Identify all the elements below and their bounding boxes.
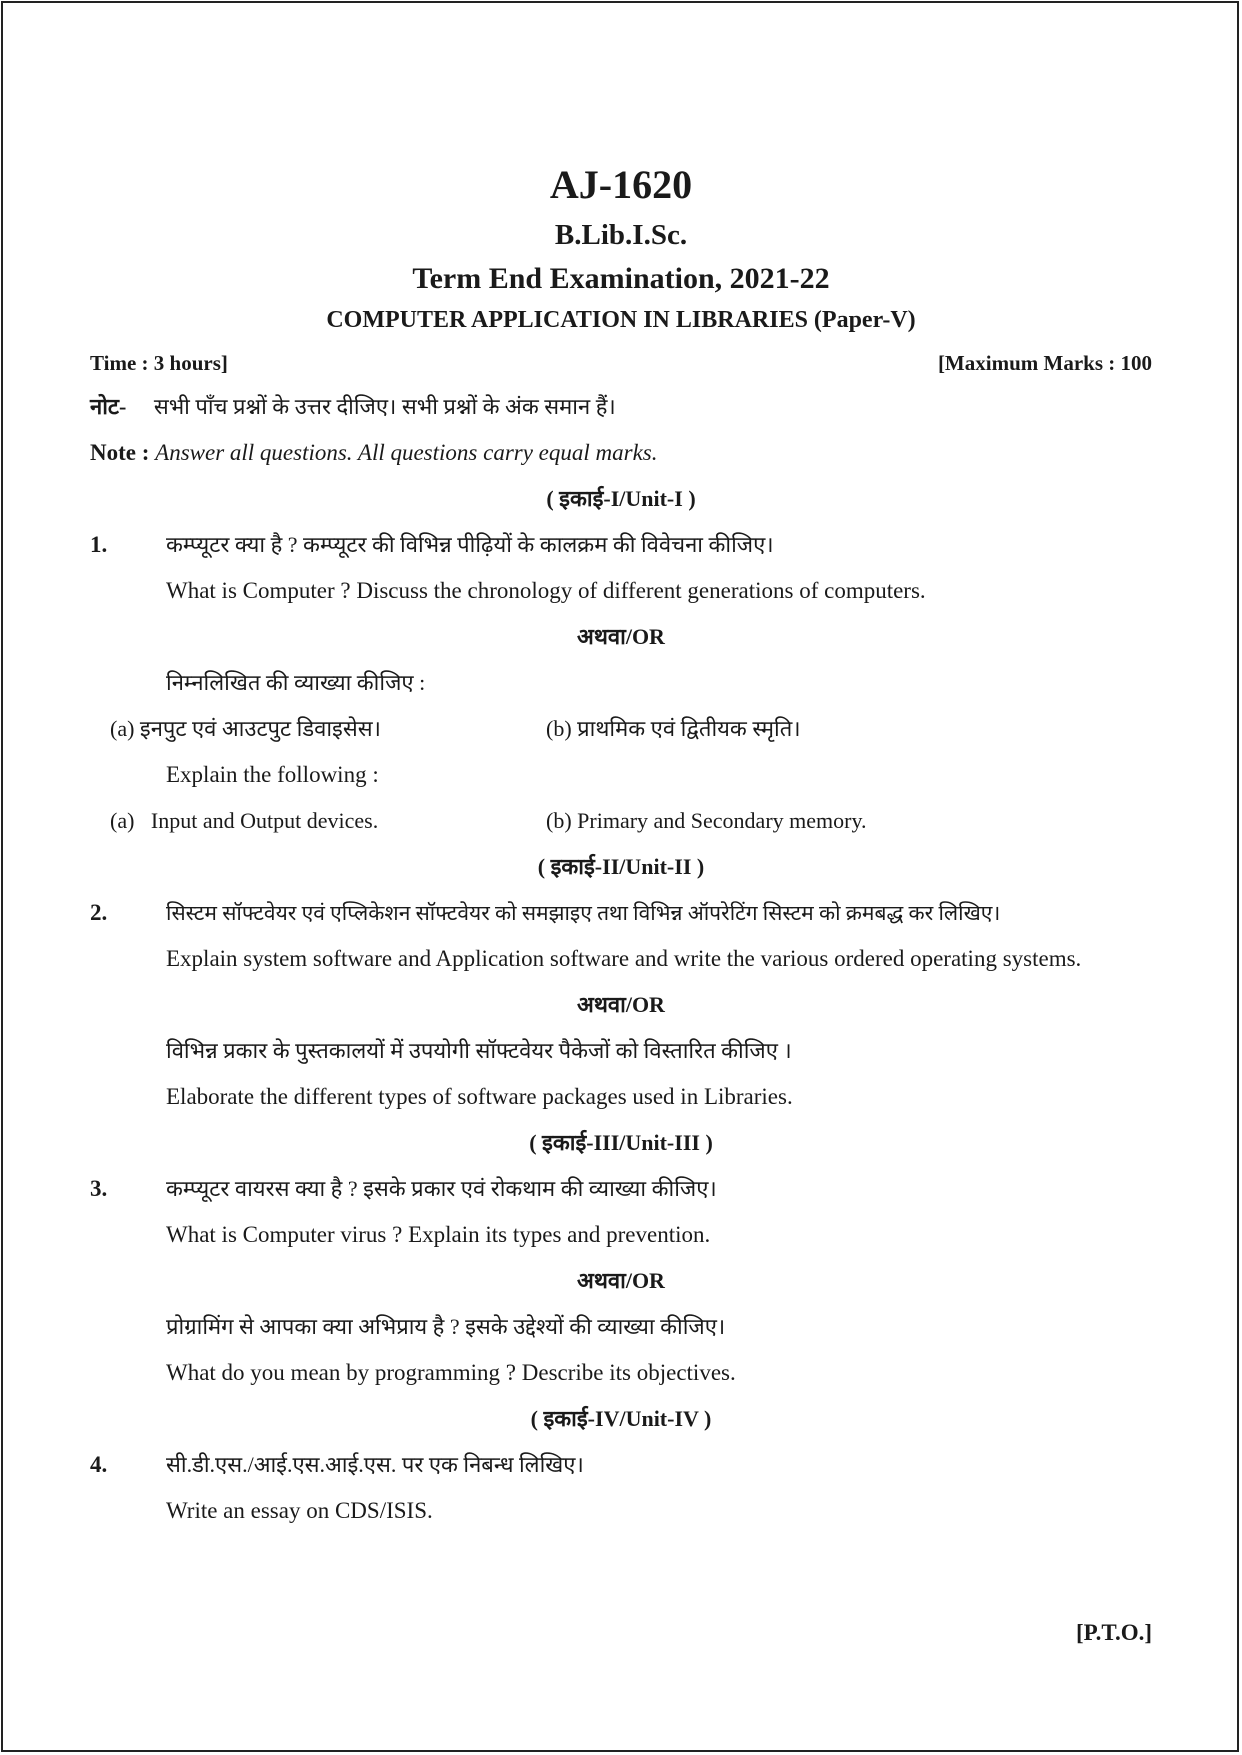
question-1 xyxy=(90,522,1152,614)
option-a-hindi: (a) इनपुट एवं आउटपुट डिवाइसेस। xyxy=(110,716,381,741)
or-divider: अथवा/OR xyxy=(577,992,665,1017)
or-divider: अथवा/OR xyxy=(577,624,665,649)
alt-options-english xyxy=(90,798,1152,844)
note-english-label: Note : xyxy=(90,440,150,465)
question-number: 4. xyxy=(90,1452,108,1477)
alt-options-hindi xyxy=(90,706,1152,752)
exam-paper xyxy=(90,160,1152,1534)
note-hindi-label: नोट- xyxy=(90,394,127,419)
option-a-english: (a) Input and Output devices. xyxy=(110,808,379,833)
unit-4-heading: ( इकाई-IV/Unit-IV ) xyxy=(530,1406,712,1431)
subject-title: COMPUTER APPLICATION IN LIBRARIES (Paper-V) xyxy=(326,307,916,333)
question-english: Explain system software and Application software and write the various ordered operating systems. xyxy=(166,946,1082,971)
question-hindi: कम्प्यूटर क्या है ? कम्प्यूटर की विभिन्न पीढ़ियों के कालक्रम की विवेचना कीजिए। xyxy=(166,532,774,557)
option-b-hindi: (b) प्राथमिक एवं द्वितीयक स्मृति। xyxy=(546,716,801,741)
question-3 xyxy=(90,1166,1152,1258)
question-hindi: सिस्टम सॉफ्टवेयर एवं एप्लिकेशन सॉफ्टवेयर को समझाइए तथा विभिन्न ऑपरेटिंग सिस्टम को क्रमबद्ध कर लिखिए। xyxy=(166,901,1001,925)
question-2 xyxy=(90,890,1152,982)
question-number: 1. xyxy=(90,532,108,557)
note-hindi xyxy=(90,384,1152,430)
alt-question-english: Elaborate the different types of software packages used in Libraries. xyxy=(166,1084,793,1109)
unit-1-heading: ( इकाई-I/Unit-I ) xyxy=(546,486,696,511)
unit-3-heading: ( इकाई-III/Unit-III ) xyxy=(529,1130,713,1155)
time-allowed: Time : 3 hours] xyxy=(90,351,228,375)
option-b-english: (b) Primary and Secondary memory. xyxy=(546,808,867,833)
question-english: Write an essay on CDS/ISIS. xyxy=(166,1498,433,1523)
question-hindi: कम्प्यूटर वायरस क्या है ? इसके प्रकार एवं रोकथाम की व्याख्या कीजिए। xyxy=(166,1176,717,1201)
meta-row xyxy=(90,342,1152,384)
pto-label: [P.T.O.] xyxy=(1075,1620,1152,1645)
note-english xyxy=(90,430,1152,476)
question-english: What is Computer ? Discuss the chronology of different generations of computers. xyxy=(166,578,926,603)
alt-question-hindi: विभिन्न प्रकार के पुस्तकालयों में उपयोगी सॉफ्टवेयर पैकेजों को विस्तारित कीजिए । xyxy=(166,1038,792,1063)
alt-question-hindi: प्रोग्रामिंग से आपका क्या अभिप्राय है ? इसके उद्देश्यों की व्याख्या कीजिए। xyxy=(166,1314,726,1339)
unit-2-heading: ( इकाई-II/Unit-II ) xyxy=(537,854,705,879)
note-hindi-text: सभी पाँच प्रश्नों के उत्तर दीजिए। सभी प्रश्नों के अंक समान हैं। xyxy=(153,394,616,419)
exam-title: Term End Examination, 2021-22 xyxy=(412,262,830,295)
question-number: 3. xyxy=(90,1176,108,1201)
paper-code: AJ-1620 xyxy=(549,162,693,207)
max-marks: [Maximum Marks : 100 xyxy=(937,351,1152,375)
question-hindi: सी.डी.एस./आई.एस.आई.एस. पर एक निबन्ध लिखिए। xyxy=(166,1452,584,1477)
question-english: What is Computer virus ? Explain its types and prevention. xyxy=(166,1222,711,1247)
degree-title: B.Lib.I.Sc. xyxy=(554,219,688,251)
question-4 xyxy=(90,1442,1152,1534)
alt-question-english: What do you mean by programming ? Describe its objectives. xyxy=(166,1360,736,1385)
alt-question-hindi: निम्नलिखित की व्याख्या कीजिए : xyxy=(166,670,426,695)
question-number: 2. xyxy=(90,900,108,925)
or-divider: अथवा/OR xyxy=(577,1268,665,1293)
note-english-text: Answer all questions. All questions carry equal marks. xyxy=(155,440,658,465)
alt-question-english: Explain the following : xyxy=(166,762,379,787)
